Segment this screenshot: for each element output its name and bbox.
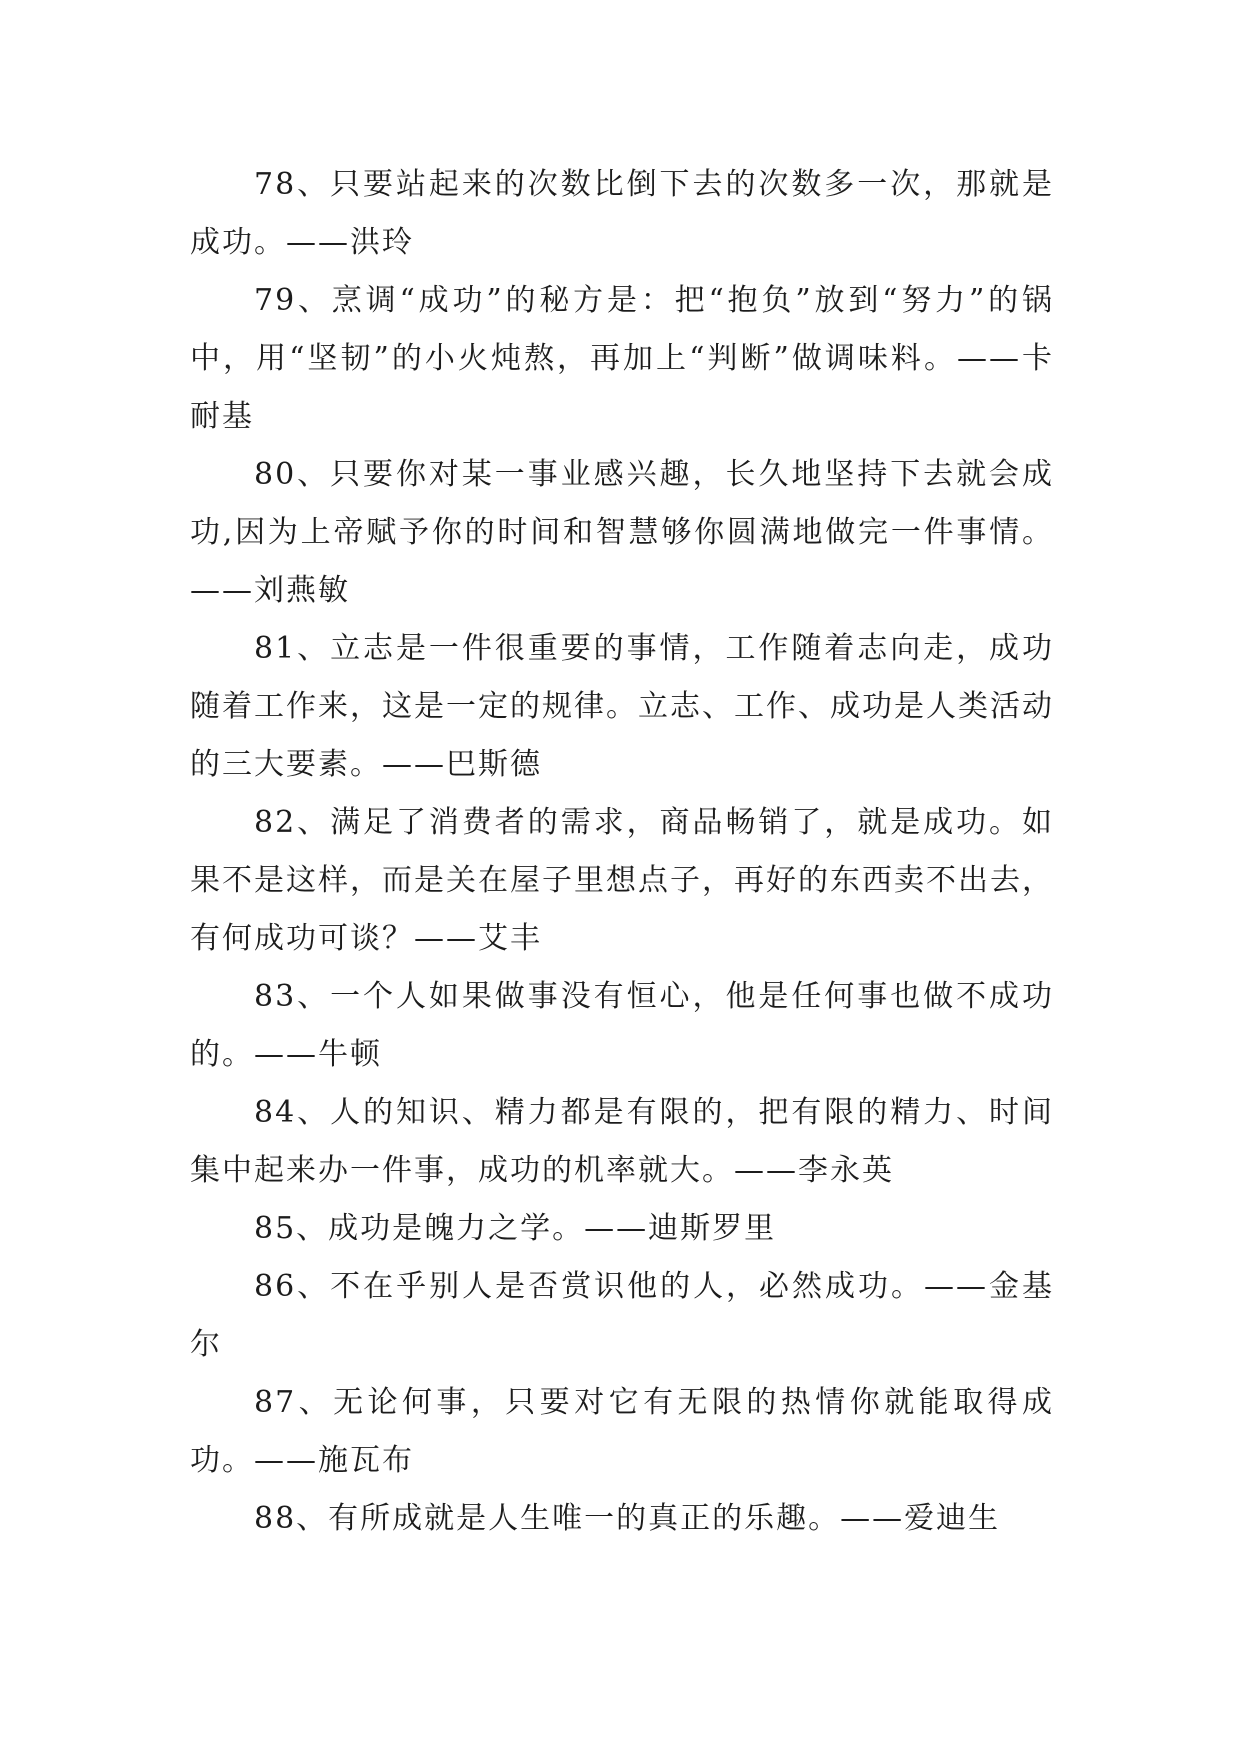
quote-88: 88、有所成就是人生唯一的真正的乐趣。——爱迪生 bbox=[254, 1501, 1001, 1536]
quote-87: 87、无论何事，只要对它有无限的热情你就能取得成功。——施瓦布 bbox=[190, 1385, 1054, 1478]
quote-80: 80、只要你对某一事业感兴趣，长久地坚持下去就会成功,因为上帝赋予你的时间和智慧够你圆满地做完一件事情。——刘燕敏 bbox=[190, 457, 1054, 608]
quote-86: 86、不在乎别人是否赏识他的人，必然成功。——金基尔 bbox=[190, 1269, 1054, 1362]
quote-list bbox=[190, 156, 1054, 1548]
quote-81: 81、立志是一件很重要的事情，工作随着志向走，成功随着工作来，这是一定的规律。立志、工作、成功是人类活动的三大要素。——巴斯德 bbox=[190, 631, 1054, 782]
quote-82: 82、满足了消费者的需求，商品畅销了，就是成功。如果不是这样，而是关在屋子里想点子，再好的东西卖不出去，有何成功可谈？——艾丰 bbox=[190, 805, 1054, 956]
quote-84: 84、人的知识、精力都是有限的，把有限的精力、时间集中起来办一件事，成功的机率就大。——李永英 bbox=[190, 1095, 1054, 1188]
quote-79: 79、烹调“成功”的秘方是：把“抱负”放到“努力”的锅中，用“坚韧”的小火炖熬，再加上“判断”做调味料。——卡耐基 bbox=[190, 283, 1054, 434]
quote-83: 83、一个人如果做事没有恒心，他是任何事也做不成功的。——牛顿 bbox=[190, 979, 1054, 1072]
quote-85: 85、成功是魄力之学。——迪斯罗里 bbox=[254, 1211, 777, 1246]
quote-78: 78、只要站起来的次数比倒下去的次数多一次，那就是成功。——洪玲 bbox=[190, 167, 1054, 260]
